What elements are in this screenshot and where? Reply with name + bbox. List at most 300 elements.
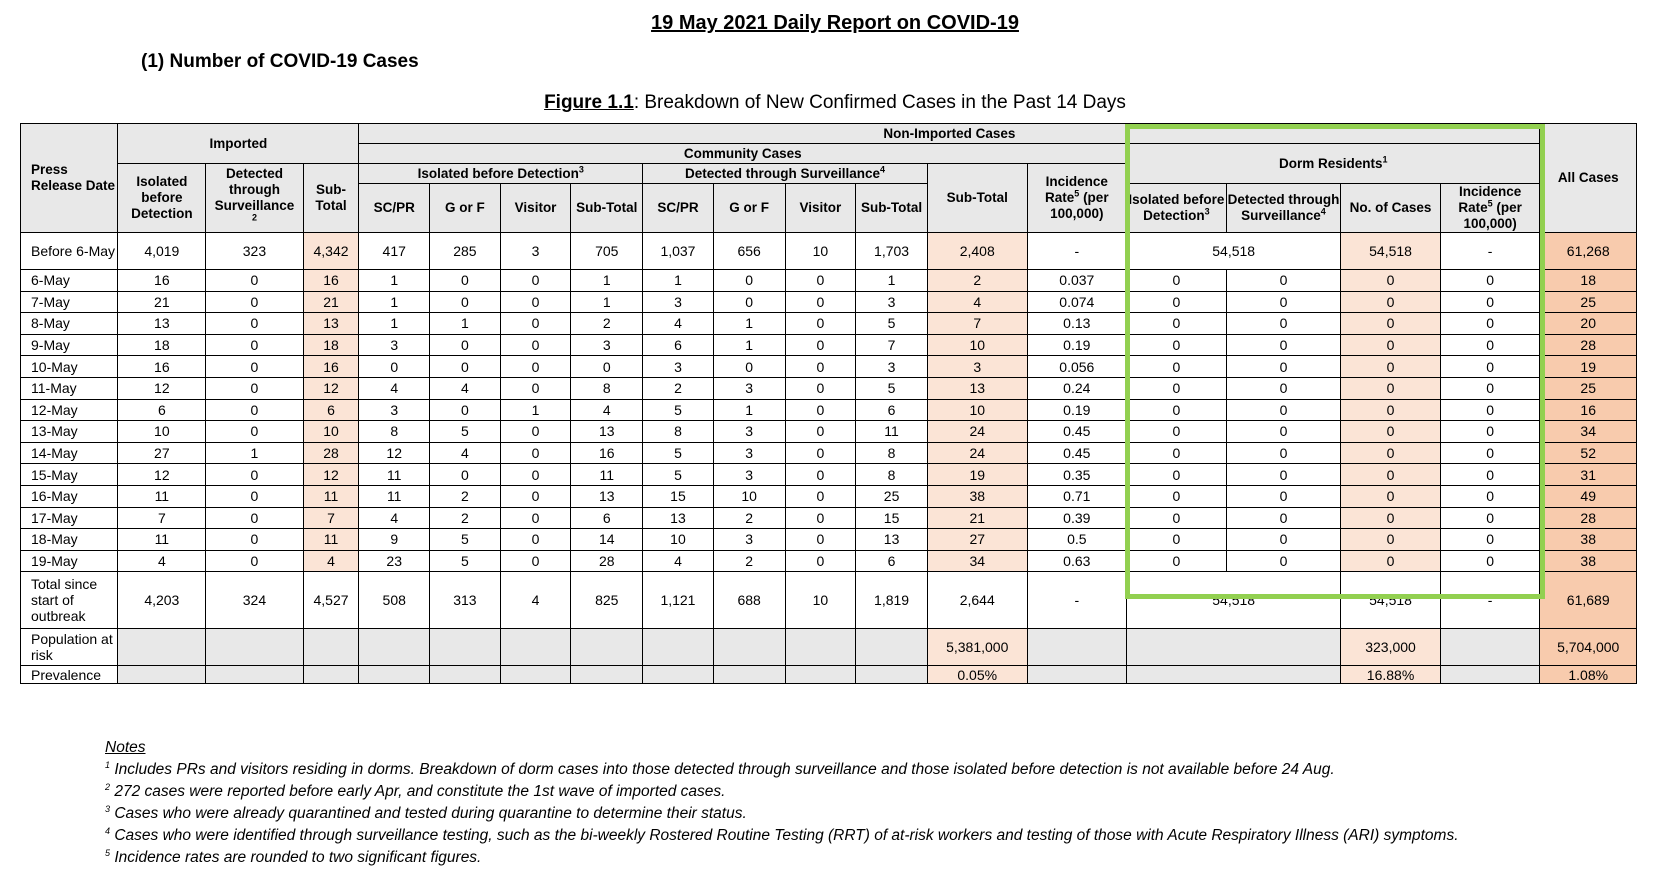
- cell: 25: [856, 485, 928, 507]
- cell: 2: [430, 507, 501, 529]
- cell: 0: [430, 464, 501, 486]
- cell-empty: [206, 666, 303, 684]
- cell: 0.24: [1027, 377, 1127, 399]
- cell: 10: [785, 572, 856, 629]
- cell: 0: [785, 377, 856, 399]
- row-date: 17-May: [21, 507, 118, 529]
- cell: 0: [1226, 356, 1341, 378]
- cell: 0: [500, 291, 571, 313]
- incidence-rate-header: Incidence Rate$^5$ (per 100,000): [1027, 164, 1127, 233]
- cell: 0: [359, 356, 430, 378]
- cell: 0: [1341, 550, 1441, 572]
- cell: 2: [430, 485, 501, 507]
- cell: 1: [430, 313, 501, 335]
- cell: 7: [118, 507, 206, 529]
- figure-caption: [0, 92, 1670, 114]
- cell: 16: [118, 356, 206, 378]
- cell: 0.39: [1027, 507, 1127, 529]
- cell: 0: [1226, 421, 1341, 443]
- figure-caption-text: : Breakdown of New Confirmed Cases in the Past 14 Days: [633, 92, 1126, 113]
- cell: 0: [206, 291, 303, 313]
- cell: 0: [571, 356, 643, 378]
- cell: 705: [571, 233, 643, 270]
- dorm-residents-header: Dorm Residents$^1$: [1127, 144, 1540, 184]
- cell: 19: [1540, 356, 1637, 378]
- table-row: [21, 507, 1637, 529]
- cell: 0: [206, 550, 303, 572]
- imported-subtotal-header: Sub-Total: [303, 164, 359, 233]
- table-row: [21, 377, 1637, 399]
- cell: 7: [856, 334, 928, 356]
- cell: 0: [206, 270, 303, 292]
- row-date: 12-May: [21, 399, 118, 421]
- cell: 4: [643, 550, 714, 572]
- cell: 0.074: [1027, 291, 1127, 313]
- cell: 0: [500, 356, 571, 378]
- cell: 10: [927, 399, 1027, 421]
- community-subtotal-header: Sub-Total: [927, 164, 1027, 233]
- cell: 3: [359, 334, 430, 356]
- cell: 27: [927, 529, 1027, 551]
- cell: 3: [643, 291, 714, 313]
- cell-empty: [856, 629, 928, 666]
- cell-empty: [1027, 666, 1127, 684]
- cell: 2,644: [927, 572, 1027, 629]
- cell: 0: [1341, 291, 1441, 313]
- cell-prevalence-all: 1.08%: [1540, 666, 1637, 684]
- report-title: 19 May 2021 Daily Report on COVID-19: [651, 12, 1019, 34]
- cell: 0: [1440, 550, 1540, 572]
- cell-all: 61,268: [1540, 233, 1637, 270]
- note-item: $^1$ Includes PRs and visitors residing in dorms. Breakdown of dorm cases into those detected through surveillance and those isolated before detection is not available before 24 Aug.: [105, 759, 1335, 778]
- cell: 1: [359, 270, 430, 292]
- ibd-subtotal-header: Sub-Total: [571, 184, 643, 233]
- cell: 0: [500, 464, 571, 486]
- cell: 0: [1440, 442, 1540, 464]
- cell: 285: [430, 233, 501, 270]
- dts-gorf-header: G or F: [713, 184, 785, 233]
- cell: 5: [643, 399, 714, 421]
- cell: 24: [927, 442, 1027, 464]
- cell: 3: [713, 529, 785, 551]
- cell-empty: [359, 629, 430, 666]
- cell-empty: [643, 666, 714, 684]
- cell: 10: [118, 421, 206, 443]
- cell-empty: [118, 666, 206, 684]
- cell: 0: [785, 334, 856, 356]
- cell: 1: [571, 291, 643, 313]
- ibd-visitor-header: Visitor: [500, 184, 571, 233]
- table-row: [21, 270, 1637, 292]
- cell: 3: [500, 233, 571, 270]
- cell: 0: [785, 421, 856, 443]
- cell: 0: [1226, 291, 1341, 313]
- cell: 3: [713, 464, 785, 486]
- cell: 0.056: [1027, 356, 1127, 378]
- cell: 0: [785, 291, 856, 313]
- cell-empty: [1440, 666, 1540, 684]
- cell: 0.19: [1027, 334, 1127, 356]
- notes-title: Notes: [105, 739, 146, 756]
- cell: 4: [359, 377, 430, 399]
- cell: 0: [500, 334, 571, 356]
- cell: 7: [303, 507, 359, 529]
- cell: 31: [1540, 464, 1637, 486]
- row-date: Before 6-May: [21, 233, 118, 270]
- cell: 0: [1226, 507, 1341, 529]
- cell-empty: [856, 666, 928, 684]
- cell: 7: [927, 313, 1027, 335]
- cell: 0: [1341, 421, 1441, 443]
- cell: 18: [118, 334, 206, 356]
- cell-population-dorm: 323,000: [1341, 629, 1441, 666]
- cell: 38: [1540, 550, 1637, 572]
- dts-scpr-header: SC/PR: [643, 184, 714, 233]
- cell: 2: [927, 270, 1027, 292]
- cell: 0: [785, 485, 856, 507]
- note-item: $^5$ Incidence rates are rounded to two significant figures.: [105, 847, 482, 866]
- cell: 1: [713, 399, 785, 421]
- row-label: Prevalence: [21, 666, 118, 684]
- cell: 4: [359, 507, 430, 529]
- cell: 0: [1440, 421, 1540, 443]
- detected-surveillance-header: Detected through Surveillance$^4$: [643, 164, 928, 184]
- table-row: [21, 485, 1637, 507]
- cell: 6: [118, 399, 206, 421]
- cell: 5: [856, 377, 928, 399]
- cell: 2: [571, 313, 643, 335]
- cell: 3: [643, 356, 714, 378]
- cell: 16: [118, 270, 206, 292]
- cell-empty: [359, 666, 430, 684]
- cell: 0: [1341, 529, 1441, 551]
- ibd-gorf-header: G or F: [430, 184, 501, 233]
- ibd-scpr-header: SC/PR: [359, 184, 430, 233]
- cell-empty: [1127, 666, 1341, 684]
- cell: 0: [206, 485, 303, 507]
- cell-dorm-combined: 54,518: [1127, 572, 1341, 629]
- cell: 10: [713, 485, 785, 507]
- cell: 0: [430, 291, 501, 313]
- cell: 0: [785, 442, 856, 464]
- cell: 0: [1127, 313, 1227, 335]
- cell: 4: [643, 313, 714, 335]
- imported-isolated-header: Isolated before Detection: [118, 164, 206, 233]
- cell-empty: [571, 629, 643, 666]
- table-row: [21, 399, 1637, 421]
- cell: 0: [206, 464, 303, 486]
- cell: 6: [303, 399, 359, 421]
- cell: 16: [571, 442, 643, 464]
- cell: 0: [785, 550, 856, 572]
- cell: 0: [430, 270, 501, 292]
- cell: 0: [1440, 334, 1540, 356]
- cell: 28: [1540, 334, 1637, 356]
- cell: 20: [1540, 313, 1637, 335]
- cell: 21: [927, 507, 1027, 529]
- cell: 417: [359, 233, 430, 270]
- cell: 0: [1226, 270, 1341, 292]
- community-cases-header: Community Cases: [359, 144, 1127, 164]
- table-row-total: [21, 572, 1637, 629]
- cell-empty: [1027, 629, 1127, 666]
- cell: 4: [303, 550, 359, 572]
- cell: 0: [1127, 464, 1227, 486]
- cell: 6: [571, 507, 643, 529]
- cell: 3: [359, 399, 430, 421]
- cell: 0: [1341, 485, 1441, 507]
- imported-header: Imported: [118, 124, 359, 164]
- cell: 0: [500, 550, 571, 572]
- cell: 0: [1127, 356, 1227, 378]
- row-date: 10-May: [21, 356, 118, 378]
- cell-empty: [785, 629, 856, 666]
- cell: 2: [643, 377, 714, 399]
- cell: 0: [206, 399, 303, 421]
- section-title: (1) Number of COVID-19 Cases: [141, 51, 419, 72]
- table-row: [21, 313, 1637, 335]
- cell: 0: [1226, 313, 1341, 335]
- cell: 11: [856, 421, 928, 443]
- cell-all: 61,689: [1540, 572, 1637, 629]
- cell: 0: [713, 270, 785, 292]
- cell-empty: [713, 666, 785, 684]
- cell: 4,203: [118, 572, 206, 629]
- cell: 38: [1540, 529, 1637, 551]
- row-date: 19-May: [21, 550, 118, 572]
- cell-empty: [500, 629, 571, 666]
- cell: 16: [303, 270, 359, 292]
- cell-dorm-rate: -: [1440, 233, 1540, 270]
- cell-prevalence-dorm: 16.88%: [1341, 666, 1441, 684]
- cell: 8: [359, 421, 430, 443]
- cell: 28: [1540, 507, 1637, 529]
- cell: 0: [1226, 529, 1341, 551]
- cell: 25: [1540, 377, 1637, 399]
- cell: 1: [643, 270, 714, 292]
- cell-dorm-cases: 54,518: [1341, 233, 1441, 270]
- cell: 0: [500, 507, 571, 529]
- cell: 0: [1341, 334, 1441, 356]
- cell: 4,527: [303, 572, 359, 629]
- cell: 0: [1127, 529, 1227, 551]
- cell: 0: [500, 421, 571, 443]
- cell: 0: [1226, 399, 1341, 421]
- cell: 0: [500, 270, 571, 292]
- cell: 13: [571, 485, 643, 507]
- cell-prevalence-community: 0.05%: [927, 666, 1027, 684]
- non-imported-header: Non-Imported Cases: [359, 124, 1540, 144]
- cell: 13: [303, 313, 359, 335]
- cell: 9: [359, 529, 430, 551]
- cell: 0: [430, 399, 501, 421]
- notes-section: [105, 737, 1459, 869]
- cell: 18: [303, 334, 359, 356]
- cell: 0: [500, 529, 571, 551]
- cell: 6: [643, 334, 714, 356]
- cell-population-all: 5,704,000: [1540, 629, 1637, 666]
- cell: 1: [571, 270, 643, 292]
- cell: 0: [1127, 270, 1227, 292]
- cell: 18: [1540, 270, 1637, 292]
- cell: 0: [1127, 421, 1227, 443]
- cell-empty: [430, 666, 501, 684]
- cell: 0: [713, 356, 785, 378]
- cell: 2,408: [927, 233, 1027, 270]
- cell: 11: [571, 464, 643, 486]
- cell: 3: [856, 356, 928, 378]
- cell: 34: [927, 550, 1027, 572]
- cell: 3: [713, 442, 785, 464]
- cell: 0: [1127, 550, 1227, 572]
- cell: 0: [500, 442, 571, 464]
- cell: 1,121: [643, 572, 714, 629]
- cell: 3: [571, 334, 643, 356]
- cell: 0: [430, 334, 501, 356]
- cell-empty: [118, 629, 206, 666]
- cell: 0: [1226, 550, 1341, 572]
- cell: 4: [571, 399, 643, 421]
- note-item: $^2$ 272 cases were reported before early Apr, and constitute the 1st wave of imported cases.: [105, 781, 726, 800]
- cell: 4: [430, 377, 501, 399]
- cell: 0: [785, 356, 856, 378]
- cell: 0: [206, 313, 303, 335]
- row-date: 15-May: [21, 464, 118, 486]
- cell: 0: [1341, 313, 1441, 335]
- cell: 3: [856, 291, 928, 313]
- cell: 5: [643, 442, 714, 464]
- cell: 0: [1127, 291, 1227, 313]
- cell: 0: [1127, 377, 1227, 399]
- cell: 0: [1127, 485, 1227, 507]
- cell: 11: [118, 485, 206, 507]
- cell: 6: [856, 399, 928, 421]
- row-date: 8-May: [21, 313, 118, 335]
- cell: 0: [500, 377, 571, 399]
- cell-empty: [206, 629, 303, 666]
- cell: 508: [359, 572, 430, 629]
- cell: 0.5: [1027, 529, 1127, 551]
- row-date: 16-May: [21, 485, 118, 507]
- table-row: [21, 442, 1637, 464]
- row-label: Population at risk: [21, 629, 118, 666]
- cell: 0.63: [1027, 550, 1127, 572]
- cell: 5: [430, 529, 501, 551]
- cell: 2: [713, 550, 785, 572]
- isolated-before-detection-header: Isolated before Detection$^3$: [359, 164, 643, 184]
- cell: 10: [643, 529, 714, 551]
- row-date: 9-May: [21, 334, 118, 356]
- cell: 0: [206, 356, 303, 378]
- cell: 15: [643, 485, 714, 507]
- cell: 0: [785, 270, 856, 292]
- cases-table-wrapper: [20, 123, 1637, 684]
- cell-empty: [1127, 629, 1341, 666]
- cell: 0: [1440, 313, 1540, 335]
- cell: -: [1027, 233, 1127, 270]
- cell: 1: [359, 291, 430, 313]
- cell-empty: [785, 666, 856, 684]
- cell: 0.45: [1027, 442, 1127, 464]
- cell: 12: [118, 377, 206, 399]
- row-date: 18-May: [21, 529, 118, 551]
- cell-empty: [430, 629, 501, 666]
- cell: 12: [118, 464, 206, 486]
- cell: 0: [1440, 399, 1540, 421]
- cell: 1: [500, 399, 571, 421]
- cell: 16: [303, 356, 359, 378]
- cell: 10: [785, 233, 856, 270]
- cell: 12: [359, 442, 430, 464]
- cell: 0: [206, 529, 303, 551]
- cell: 24: [927, 421, 1027, 443]
- cell: 34: [1540, 421, 1637, 443]
- cell: 0: [1341, 399, 1441, 421]
- cell: 5: [643, 464, 714, 486]
- cell: 0: [785, 313, 856, 335]
- cell-dorm-rate: -: [1440, 572, 1540, 629]
- cell: 0: [1341, 507, 1441, 529]
- cell-empty: [1440, 629, 1540, 666]
- cell: 0: [785, 507, 856, 529]
- cell: 656: [713, 233, 785, 270]
- cell-population-community: 5,381,000: [927, 629, 1027, 666]
- cell: 0: [1226, 464, 1341, 486]
- cell: 688: [713, 572, 785, 629]
- cell: 0: [206, 507, 303, 529]
- row-date: 11-May: [21, 377, 118, 399]
- cell: 27: [118, 442, 206, 464]
- cell: 8: [643, 421, 714, 443]
- table-row: [21, 421, 1637, 443]
- row-date: 14-May: [21, 442, 118, 464]
- cell: 1,703: [856, 233, 928, 270]
- cell: 11: [303, 529, 359, 551]
- cell: 0.19: [1027, 399, 1127, 421]
- figure-label: Figure 1.1: [544, 92, 634, 113]
- dorm-cases-header: No. of Cases: [1341, 184, 1441, 233]
- cell: 1: [206, 442, 303, 464]
- cell: 1: [856, 270, 928, 292]
- all-cases-header: All Cases: [1540, 124, 1637, 233]
- cell: 11: [359, 464, 430, 486]
- row-date: 7-May: [21, 291, 118, 313]
- cell: 0: [1440, 485, 1540, 507]
- cell: 0: [785, 464, 856, 486]
- table-row: [21, 464, 1637, 486]
- table-row: [21, 334, 1637, 356]
- cell: 0: [1226, 442, 1341, 464]
- cell: 25: [1540, 291, 1637, 313]
- cases-table: [20, 123, 1637, 684]
- cell: 0: [1440, 270, 1540, 292]
- row-date: Total since start of outbreak: [21, 572, 118, 629]
- cell: 12: [303, 377, 359, 399]
- cell: 4: [118, 550, 206, 572]
- cell: 1: [713, 334, 785, 356]
- cell: 0: [206, 377, 303, 399]
- cell-dorm-combined: 54,518: [1127, 233, 1341, 270]
- cell: 23: [359, 550, 430, 572]
- cell: 4: [430, 442, 501, 464]
- cell: 2: [713, 507, 785, 529]
- cell: 10: [303, 421, 359, 443]
- cell: 0: [1341, 377, 1441, 399]
- cell: 38: [927, 485, 1027, 507]
- cell: 8: [571, 377, 643, 399]
- cell: 0: [500, 313, 571, 335]
- cell: 0.45: [1027, 421, 1127, 443]
